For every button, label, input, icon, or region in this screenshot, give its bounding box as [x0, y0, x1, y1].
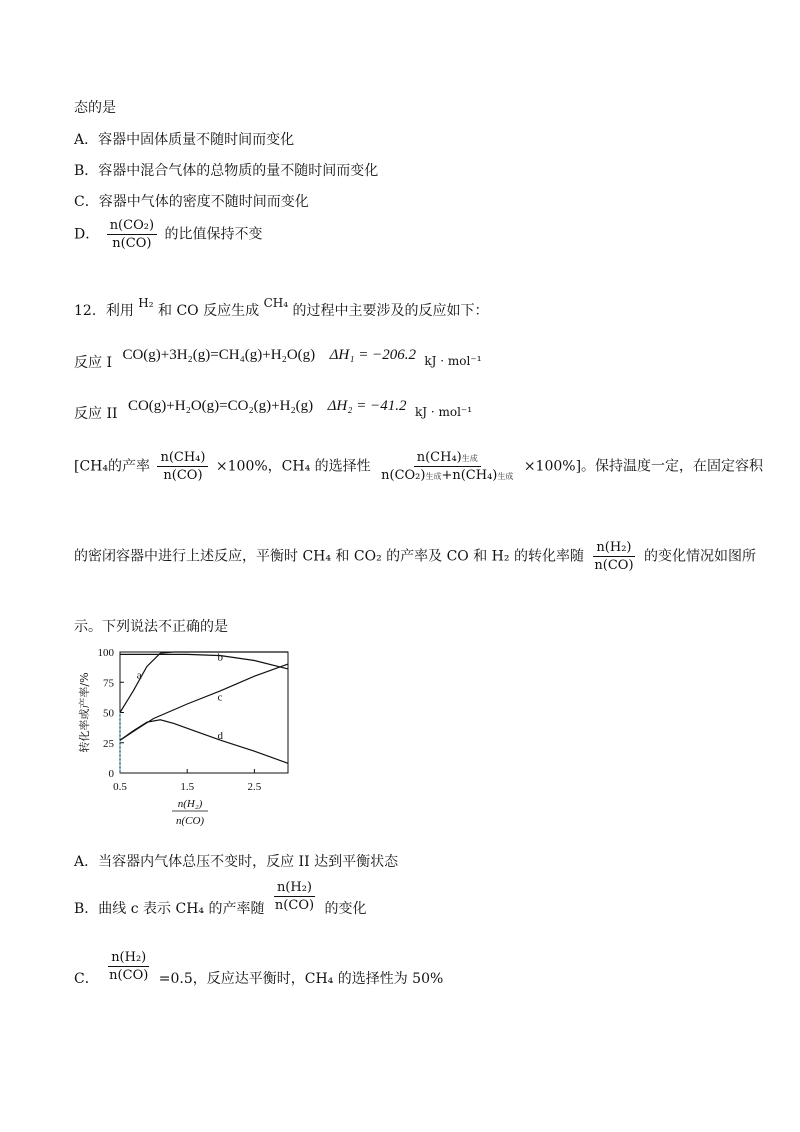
answer-a: A．当容器内气体总压不变时，反应 II 达到平衡状态: [74, 854, 399, 870]
fraction-h2-co: $\frac{\text{n(H₂)}}{n(CO)}$: [594, 540, 634, 573]
option-d: D． $\frac{\text{n(CO₂)}}{n(CO)}$ 的比值保持不变: [74, 218, 263, 251]
answer-b: B．曲线 c 表示 CH₄ 的产率随 $\frac{\text{n(H₂)}}{n(CO)}$ 的变化: [74, 880, 367, 917]
x-tick-label: 1.5: [180, 781, 195, 793]
answer-c: C． $\frac{\text{n(H₂)}}{n(CO)}$ =0.5，反应达平衡时，CH₄ 的选择性为 50%: [74, 950, 444, 987]
x-tick-label: 2.5: [247, 781, 262, 793]
question-continuation: 态的是: [74, 100, 116, 116]
y-tick-label: 25: [103, 737, 114, 750]
definitions: [CH₄的产率 $\frac{\text{n(CH₄)}}{n(CO)}$ ×100%，CH₄ 的选择性 $\frac{\text{n(CH₄)生成}}{\text{n(CO₂)生成+n(CH₄)生成}}$ ×100%]。保持温度一定，在固定容积: [74, 450, 764, 483]
y-tick-label: 75: [103, 677, 114, 690]
reaction-1: 反应 I CO(g)+3H₂(g)=CH₄(g)+H₂O(g) ΔH₁ = −206.2 kJ · mol⁻¹: [74, 347, 482, 371]
fraction-co2-co: $\frac{\text{n(CO₂)}}{n(CO)}$: [107, 218, 157, 251]
y-axis-label: 转化率或产率/%: [78, 672, 91, 753]
curve-label-a: a: [136, 669, 142, 682]
y-tick-label: 100: [97, 647, 114, 659]
curve-b: [120, 654, 288, 669]
x-axis-label-numerator: n(H₂): [177, 798, 203, 810]
curve-label-c: c: [217, 691, 223, 704]
context-line: 的密闭容器中进行上述反应，平衡时 CH₄ 和 CO₂ 的产率及 CO 和 H₂ 的转化率随 $\frac{\text{n(H₂)}}{n(CO)}$ 的变化情况如图所: [74, 540, 756, 573]
reaction-2: 反应 II CO(g)+H₂O(g)=CO₂(g)+H₂(g) ΔH₂ = −41.2 kJ · mol⁻¹: [74, 398, 473, 422]
y-tick-label: 50: [103, 707, 114, 720]
curve-label-b: b: [217, 651, 223, 664]
curve-d: [120, 720, 288, 764]
context-end: 示。下列说法不正确的是: [74, 619, 228, 635]
question-12-intro: 12．利用 H₂ 和 CO 反应生成 CH₄ 的过程中主要涉及的反应如下：: [74, 296, 489, 319]
y-tick-label: 0: [108, 768, 114, 780]
curve-label-d: d: [217, 730, 223, 743]
conversion-yield-chart: [74, 640, 304, 830]
plot-area: [77, 647, 288, 827]
curve-a: [120, 652, 288, 713]
x-axis-label-denominator: n(CO): [175, 815, 205, 827]
fraction-selectivity: $\frac{\text{n(CH₄)生成}}{\text{n(CO₂)生成+n(CH₄)生成}}$: [381, 450, 514, 483]
option-a: A．容器中固体质量不随时间而变化: [74, 132, 295, 148]
option-c: C．容器中气体的密度不随时间而变化: [74, 194, 309, 210]
x-tick-label: 0.5: [113, 781, 127, 793]
fraction-yield: $\frac{\text{n(CH₄)}}{n(CO)}$: [157, 450, 208, 483]
curve-c: [120, 664, 288, 743]
fraction-h2-co-b: $\frac{\text{n(H₂)}}{n(CO)}$: [274, 880, 315, 913]
fraction-h2-co-c: $\frac{\text{n(H₂)}}{n(CO)}$: [109, 950, 149, 983]
option-b: B．容器中混合气体的总物质的量不随时间而变化: [74, 163, 379, 179]
